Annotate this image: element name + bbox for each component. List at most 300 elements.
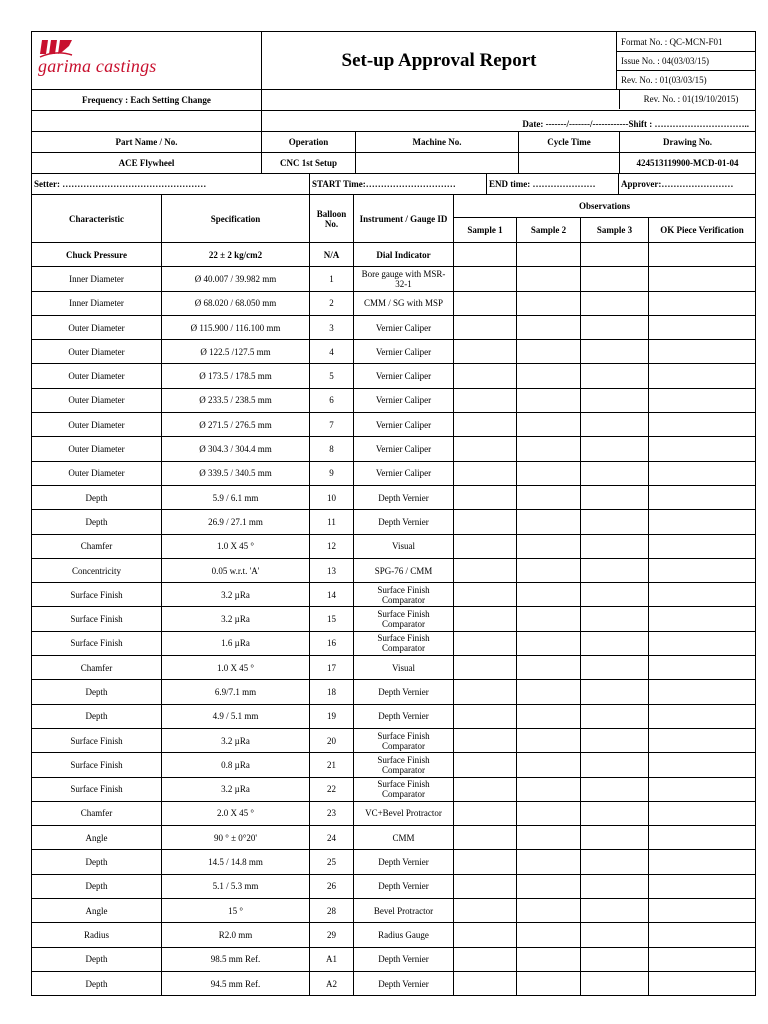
sample-3-input[interactable] [581,583,649,607]
sample-3-input[interactable] [581,631,649,655]
sample-1-input[interactable] [454,558,517,582]
sample-1-input[interactable] [454,340,517,364]
characteristic-cell: Depth [32,850,162,874]
ok-piece-input[interactable] [649,656,756,680]
sample-3-input[interactable] [581,607,649,631]
sample-3-input[interactable] [581,971,649,995]
date-shift-field[interactable]: Date: -------/-------/------------Shift : ………………………….. [262,111,756,132]
sample-2-input[interactable] [517,315,581,339]
sample-2-input[interactable] [517,923,581,947]
sample-3-input[interactable] [581,267,649,291]
report-title: Set-up Approval Report [262,32,617,90]
specification-cell: 98.5 mm Ref. [162,947,310,971]
ok-piece-input[interactable] [649,753,756,777]
table-row [32,583,756,607]
specification-cell: Ø 122.5 /127.5 mm [162,340,310,364]
instrument-cell: Surface Finish Comparator [354,631,454,655]
header-ok-piece: OK Piece Verification [649,218,756,243]
ok-piece-input[interactable] [649,899,756,923]
characteristic-cell: Depth [32,874,162,898]
ok-piece-input[interactable] [649,461,756,485]
sample-1-input[interactable] [454,437,517,461]
sample-2-input[interactable] [517,947,581,971]
specification-cell: 1.0 X 45 ° [162,534,310,558]
sample-3-input[interactable] [581,534,649,558]
instrument-cell: Depth Vernier [354,704,454,728]
ok-piece-input[interactable] [649,340,756,364]
sample-2-input[interactable] [517,971,581,995]
ok-piece-input[interactable] [649,777,756,801]
characteristic-cell: Surface Finish [32,583,162,607]
rev-no-2: Rev. No. : 01(19/10/2015) [619,90,756,110]
balloon-cell: 17 [310,656,354,680]
sample-2-input[interactable] [517,631,581,655]
balloon-cell: 19 [310,704,354,728]
sample-2-input[interactable] [517,413,581,437]
sample-1-input[interactable] [454,728,517,752]
balloon-cell: 2 [310,291,354,315]
sample-3-input[interactable] [581,461,649,485]
characteristic-cell: Surface Finish [32,753,162,777]
balloon-cell: 29 [310,923,354,947]
instrument-cell: Depth Vernier [354,485,454,509]
balloon-cell: 14 [310,583,354,607]
specification-cell: 4.9 / 5.1 mm [162,704,310,728]
sample-3-input[interactable] [581,947,649,971]
instrument-cell: Visual [354,656,454,680]
sample-2-input[interactable] [517,558,581,582]
sample-1-input[interactable] [454,291,517,315]
table-row [32,461,756,485]
table-row [32,777,756,801]
sample-1-input[interactable] [454,510,517,534]
sample-1-input[interactable] [454,413,517,437]
characteristic-cell: Depth [32,947,162,971]
characteristic-cell: Surface Finish [32,631,162,655]
cycle-value[interactable] [519,153,620,174]
part-info-table [31,131,756,174]
ok-piece-input[interactable] [649,801,756,825]
instrument-cell: VC+Bevel Protractor [354,801,454,825]
instrument-cell: Depth Vernier [354,874,454,898]
table-row [32,291,756,315]
ok-piece-input[interactable] [649,971,756,995]
table-row [32,801,756,825]
balloon-cell: 25 [310,850,354,874]
sample-3-input[interactable] [581,291,649,315]
sample-2-input[interactable] [517,899,581,923]
table-row [32,826,756,850]
instrument-cell: Surface Finish Comparator [354,583,454,607]
sample-3-input[interactable] [581,899,649,923]
sample-2-input[interactable] [517,364,581,388]
sample-3-input[interactable] [581,413,649,437]
logo-text: garima castings [38,56,157,76]
header-balloon: Balloon No. [310,195,354,243]
balloon-cell: N/A [310,243,354,267]
sample-3-input[interactable] [581,388,649,412]
balloon-cell: 9 [310,461,354,485]
ok-piece-input[interactable] [649,437,756,461]
specification-cell: 90 ° ± 0°20' [162,826,310,850]
ok-piece-input[interactable] [649,826,756,850]
instrument-cell: Vernier Caliper [354,461,454,485]
specification-cell: 14.5 / 14.8 mm [162,850,310,874]
part-value[interactable]: ACE Flywheel [32,153,262,174]
sample-3-input[interactable] [581,485,649,509]
balloon-cell: 8 [310,437,354,461]
sample-1-input[interactable] [454,899,517,923]
balloon-cell: A2 [310,971,354,995]
instrument-cell: Surface Finish Comparator [354,728,454,752]
balloon-cell: 12 [310,534,354,558]
table-row [32,485,756,509]
balloon-cell: 24 [310,826,354,850]
instrument-cell: Surface Finish Comparator [354,607,454,631]
characteristic-cell: Chamfer [32,534,162,558]
balloon-cell: 13 [310,558,354,582]
sample-1-input[interactable] [454,656,517,680]
sample-2-input[interactable] [517,874,581,898]
sample-3-input[interactable] [581,801,649,825]
header-specification: Specification [162,195,310,243]
sample-2-input[interactable] [517,461,581,485]
instrument-cell: Dial Indicator [354,243,454,267]
sample-1-input[interactable] [454,388,517,412]
balloon-cell: 6 [310,388,354,412]
balloon-cell: 20 [310,728,354,752]
ok-piece-input[interactable] [649,315,756,339]
cycle-label: Cycle Time [519,132,620,153]
company-logo [32,32,262,90]
ok-piece-input[interactable] [649,267,756,291]
end-time-field[interactable]: END time: ………………… [487,174,619,195]
table-row [32,267,756,291]
characteristic-cell: Angle [32,899,162,923]
ok-piece-input[interactable] [649,631,756,655]
table-row [32,558,756,582]
sample-2-input[interactable] [517,680,581,704]
table-row [32,680,756,704]
specification-cell: 1.6 µRa [162,631,310,655]
specification-cell: Ø 339.5 / 340.5 mm [162,461,310,485]
balloon-cell: A1 [310,947,354,971]
characteristic-cell: Depth [32,510,162,534]
sample-1-input[interactable] [454,826,517,850]
characteristic-cell: Surface Finish [32,777,162,801]
specification-cell: Ø 68.020 / 68.050 mm [162,291,310,315]
characteristic-cell: Outer Diameter [32,364,162,388]
characteristic-cell: Surface Finish [32,728,162,752]
specification-cell: Ø 40.007 / 39.982 mm [162,267,310,291]
sample-1-input[interactable] [454,583,517,607]
sample-3-input[interactable] [581,510,649,534]
specification-cell: 2.0 X 45 ° [162,801,310,825]
characteristic-cell: Outer Diameter [32,413,162,437]
ok-piece-input[interactable] [649,923,756,947]
sample-1-input[interactable] [454,485,517,509]
specification-cell: R2.0 mm [162,923,310,947]
header-characteristic: Characteristic [32,195,162,243]
table-row [32,704,756,728]
characteristic-cell: Inner Diameter [32,267,162,291]
ok-piece-input[interactable] [649,607,756,631]
table-row [32,243,756,267]
ok-piece-input[interactable] [649,510,756,534]
sample-2-input[interactable] [517,850,581,874]
frequency-label: Frequency : Each Setting Change [32,90,262,111]
sample-3-input[interactable] [581,340,649,364]
sample-2-input[interactable] [517,388,581,412]
instrument-cell: CMM [354,826,454,850]
header-instrument: Instrument / Gauge ID [354,195,454,243]
table-row [32,728,756,752]
instrument-cell: Vernier Caliper [354,388,454,412]
header-sample-3: Sample 3 [581,218,649,243]
inspection-rows [32,243,756,996]
characteristic-cell: Depth [32,971,162,995]
machine-label: Machine No. [356,132,519,153]
balloon-cell: 7 [310,413,354,437]
characteristic-cell: Outer Diameter [32,461,162,485]
instrument-cell: Bevel Protractor [354,899,454,923]
instrument-cell: Surface Finish Comparator [354,777,454,801]
sample-1-input[interactable] [454,631,517,655]
instrument-cell: Radius Gauge [354,923,454,947]
header-observations: Observations [454,195,756,218]
instrument-cell: Surface Finish Comparator [354,753,454,777]
drawing-value[interactable]: 424513119900-MCD-01-04 [620,153,756,174]
sample-3-input[interactable] [581,850,649,874]
instrument-cell: SPG-76 / CMM [354,558,454,582]
sample-1-input[interactable] [454,607,517,631]
sample-1-input[interactable] [454,680,517,704]
setter-field[interactable]: Setter: ………………………………………… [32,174,310,195]
balloon-cell: 5 [310,364,354,388]
report-sheet [31,31,755,996]
part-label: Part Name / No. [32,132,262,153]
sample-2-input[interactable] [517,801,581,825]
header-table [31,31,756,132]
characteristic-cell: Depth [32,704,162,728]
specification-cell: Ø 173.5 / 178.5 mm [162,364,310,388]
balloon-cell: 28 [310,899,354,923]
sample-2-input[interactable] [517,583,581,607]
characteristic-cell: Chamfer [32,801,162,825]
specification-cell: 3.2 µRa [162,607,310,631]
balloon-cell: 1 [310,267,354,291]
start-time-field[interactable]: START Time:………………………… [310,174,487,195]
sample-2-input[interactable] [517,267,581,291]
table-row [32,753,756,777]
specification-cell: 22 ± 2 kg/cm2 [162,243,310,267]
approver-field[interactable]: Approver:…………………… [619,174,756,195]
characteristic-cell: Depth [32,485,162,509]
sample-3-input[interactable] [581,704,649,728]
ok-piece-input[interactable] [649,680,756,704]
instrument-cell: Vernier Caliper [354,437,454,461]
characteristic-cell: Surface Finish [32,607,162,631]
sample-2-input[interactable] [517,656,581,680]
characteristic-cell: Angle [32,826,162,850]
sample-2-input[interactable] [517,437,581,461]
table-row [32,315,756,339]
ok-piece-input[interactable] [649,243,756,267]
specification-cell: Ø 233.5 / 238.5 mm [162,388,310,412]
sample-1-input[interactable] [454,753,517,777]
operation-value[interactable]: CNC 1st Setup [262,153,356,174]
ok-piece-input[interactable] [649,413,756,437]
format-no: Format No. : QC-MCN-F01 [617,32,756,52]
sample-1-input[interactable] [454,971,517,995]
table-row [32,534,756,558]
ok-piece-input[interactable] [649,291,756,315]
machine-value[interactable] [356,153,519,174]
characteristic-cell: Outer Diameter [32,340,162,364]
shift-info-table [31,173,756,195]
sample-3-input[interactable] [581,315,649,339]
sample-1-input[interactable] [454,243,517,267]
specification-cell: 6.9/7.1 mm [162,680,310,704]
sample-1-input[interactable] [454,461,517,485]
sample-1-input[interactable] [454,850,517,874]
table-row [32,437,756,461]
balloon-cell: 3 [310,315,354,339]
sample-3-input[interactable] [581,728,649,752]
sample-1-input[interactable] [454,534,517,558]
characteristic-cell: Outer Diameter [32,437,162,461]
specification-cell: 0.8 µRa [162,753,310,777]
sample-2-input[interactable] [517,704,581,728]
balloon-cell: 23 [310,801,354,825]
specification-cell: Ø 115.900 / 116.100 mm [162,315,310,339]
balloon-cell: 11 [310,510,354,534]
characteristic-cell: Radius [32,923,162,947]
sample-1-input[interactable] [454,777,517,801]
instrument-cell: Visual [354,534,454,558]
specification-cell: 5.9 / 6.1 mm [162,485,310,509]
sample-2-input[interactable] [517,340,581,364]
ok-piece-input[interactable] [649,947,756,971]
ok-piece-input[interactable] [649,364,756,388]
table-row [32,850,756,874]
sample-1-input[interactable] [454,874,517,898]
specification-cell: 94.5 mm Ref. [162,971,310,995]
specification-cell: 3.2 µRa [162,728,310,752]
table-row [32,656,756,680]
instrument-cell: Bore gauge with MSR-32-1 [354,267,454,291]
sample-1-input[interactable] [454,947,517,971]
balloon-cell: 21 [310,753,354,777]
ok-piece-input[interactable] [649,850,756,874]
sample-2-input[interactable] [517,291,581,315]
sample-3-input[interactable] [581,243,649,267]
sample-1-input[interactable] [454,801,517,825]
specification-cell: 3.2 µRa [162,583,310,607]
sample-1-input[interactable] [454,923,517,947]
inspection-table [31,194,756,996]
sample-2-input[interactable] [517,243,581,267]
table-row [32,364,756,388]
ok-piece-input[interactable] [649,874,756,898]
sample-1-input[interactable] [454,315,517,339]
sample-3-input[interactable] [581,923,649,947]
sample-3-input[interactable] [581,437,649,461]
sample-3-input[interactable] [581,364,649,388]
balloon-cell: 4 [310,340,354,364]
sample-3-input[interactable] [581,874,649,898]
ok-piece-input[interactable] [649,388,756,412]
table-row [32,971,756,995]
instrument-cell: Depth Vernier [354,850,454,874]
header-sample-2: Sample 2 [517,218,581,243]
ok-piece-input[interactable] [649,704,756,728]
characteristic-cell: Outer Diameter [32,315,162,339]
table-row [32,607,756,631]
table-row [32,340,756,364]
sample-3-input[interactable] [581,558,649,582]
sample-1-input[interactable] [454,364,517,388]
sample-2-input[interactable] [517,534,581,558]
table-row [32,413,756,437]
instrument-cell: Depth Vernier [354,680,454,704]
balloon-cell: 15 [310,607,354,631]
table-row [32,510,756,534]
sample-3-input[interactable] [581,656,649,680]
balloon-cell: 22 [310,777,354,801]
sample-2-input[interactable] [517,485,581,509]
ok-piece-input[interactable] [649,728,756,752]
sample-1-input[interactable] [454,704,517,728]
sample-2-input[interactable] [517,826,581,850]
table-row [32,899,756,923]
instrument-cell: Vernier Caliper [354,340,454,364]
date-shift-cell [262,90,756,111]
sample-3-input[interactable] [581,826,649,850]
sample-3-input[interactable] [581,680,649,704]
characteristic-cell: Inner Diameter [32,291,162,315]
balloon-cell: 10 [310,485,354,509]
sample-3-input[interactable] [581,753,649,777]
specification-cell: 15 ° [162,899,310,923]
ok-piece-input[interactable] [649,583,756,607]
specification-cell: 5.1 / 5.3 mm [162,874,310,898]
instrument-cell: CMM / SG with MSP [354,291,454,315]
balloon-cell: 26 [310,874,354,898]
ok-piece-input[interactable] [649,558,756,582]
sample-2-input[interactable] [517,777,581,801]
sample-2-input[interactable] [517,728,581,752]
specification-cell: 1.0 X 45 ° [162,656,310,680]
ok-piece-input[interactable] [649,534,756,558]
sample-1-input[interactable] [454,267,517,291]
instrument-cell: Vernier Caliper [354,315,454,339]
characteristic-cell: Depth [32,680,162,704]
balloon-cell: 18 [310,680,354,704]
sample-2-input[interactable] [517,510,581,534]
sample-2-input[interactable] [517,753,581,777]
ok-piece-input[interactable] [649,485,756,509]
sample-2-input[interactable] [517,607,581,631]
specification-cell: 26.9 / 27.1 mm [162,510,310,534]
instrument-cell: Depth Vernier [354,510,454,534]
drawing-label: Drawing No. [620,132,756,153]
characteristic-cell: Chuck Pressure [32,243,162,267]
sample-3-input[interactable] [581,777,649,801]
specification-cell: 3.2 µRa [162,777,310,801]
table-row [32,874,756,898]
issue-no: Issue No. : 04(03/03/15) [617,52,756,71]
